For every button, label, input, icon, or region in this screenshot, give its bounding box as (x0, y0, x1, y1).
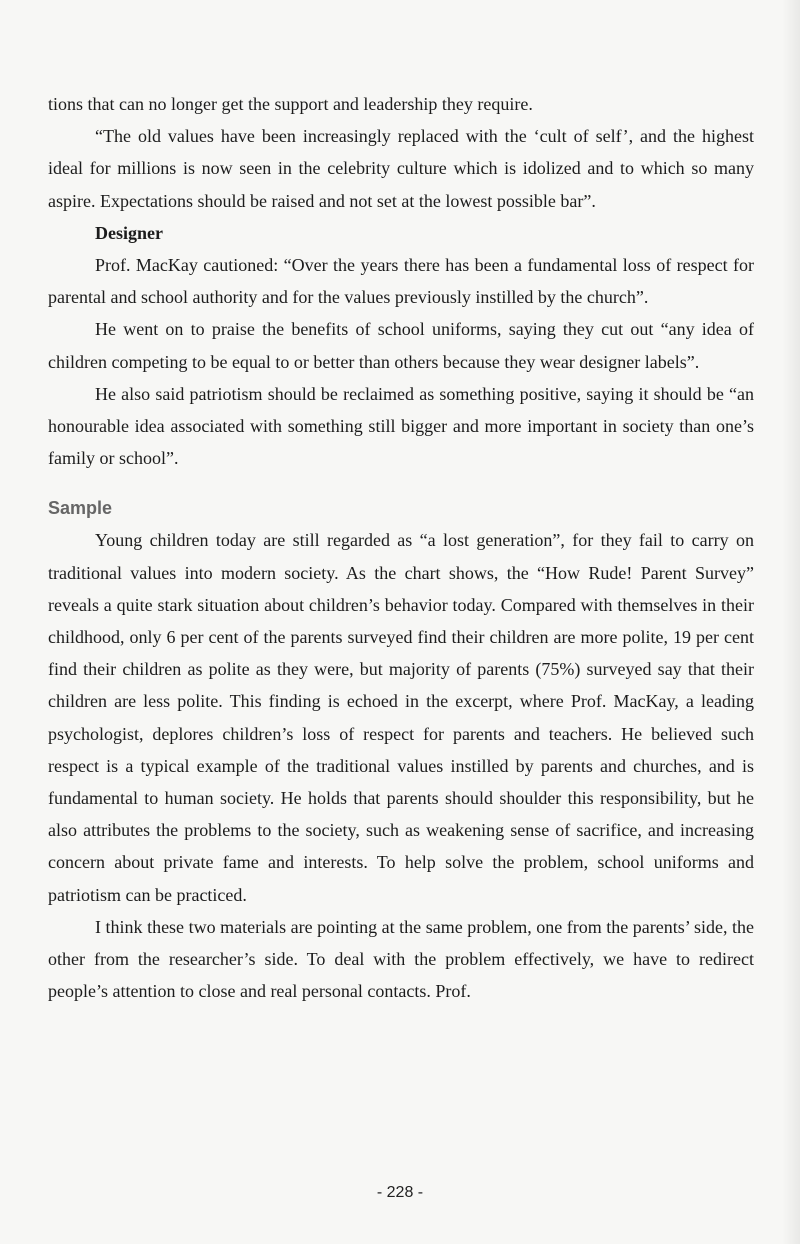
paragraph: He also said patriotism should be reclaimed as something positive, saying it should be “an honourable idea associated with something still bigger and more important in society than one’s family or school”. (48, 383, 754, 469)
paragraph: “The old values have been increasingly replaced with the ‘cult of self’, and the highest ideal for millions is now seen in the celebrity culture which is idolized and to which so many aspire. Expectations should be raised and not set at the lowest possible bar”. (48, 126, 754, 211)
paragraph: tions that can no longer get the support and leadership they require. (48, 94, 533, 114)
paragraph: Young children today are still regarded as “a lost generation”, for they fail to carry on traditional values into modern society. As the chart shows, the “How Rude! Parent Survey” reveals a quite stark situation about children’s behavior today. Compared with themselves in their childhood, only 6 per cent of the parents surveyed find their children are more polite, 19 per cent find their children as polite as they were, but majority of parents (75%) surveyed say that their children are less polite. This finding is echoed in the excerpt, where Prof. MacKay, a leading psychologist, deplores children’s loss of respect for parents and teachers. He believed such respect is a typical example of the traditional values instilled by parents and churches, and is fundamental to human society. He holds that parents should shoulder this responsibility, but he also attributes the problems to the society, such as weakening sense of sacrifice, and increasing concern about private fame and interests. To help solve the problem, school uniforms and patriotism can be practiced. (48, 530, 754, 905)
page-edge-shadow (782, 0, 800, 1244)
paragraph: He went on to praise the benefits of school uniforms, saying they cut out “any idea of children competing to be equal to or better than others because they wear designer labels”. (48, 319, 754, 372)
section-heading-sample: Sample (48, 498, 113, 519)
page-body (48, 88, 754, 1007)
subheading-designer: Designer (95, 222, 163, 243)
page-number: - 228 - (376, 1184, 424, 1201)
paragraph: Prof. MacKay cautioned: “Over the years there has been a fundamental loss of respect for parental and school authority and for the values previously instilled by the church”. (48, 255, 754, 308)
paragraph: I think these two materials are pointing at the same problem, one from the parents’ side, the other from the researcher’s side. To deal with the problem effectively, we have to redirect people’s attention to close and real personal contacts. Prof. (48, 916, 754, 1002)
